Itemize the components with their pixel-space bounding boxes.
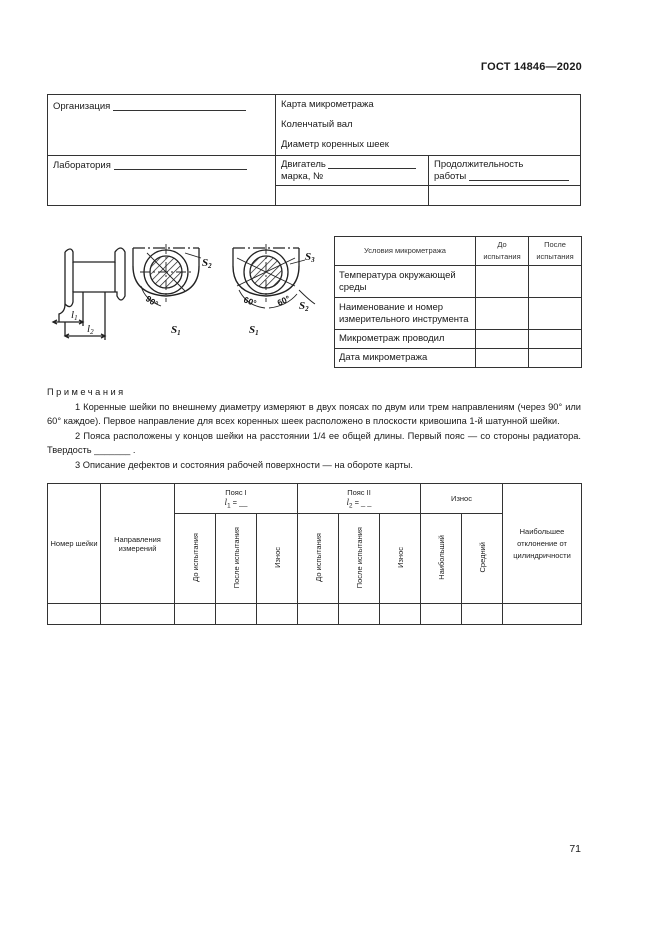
conditions-header: Условия микрометража (335, 237, 476, 266)
organization-cell (48, 95, 276, 156)
laboratory-label: Лаборатория (53, 160, 111, 171)
label-l2: l2 (87, 323, 94, 336)
note-2: 2 Пояса расположены у концов шейки на расстоянии 1/4 ее общей длины. Первый пояс — со стороны радиатора. Твердость _______ . (47, 430, 581, 455)
belt2-before: До испытания (313, 533, 323, 582)
wear-header: Износ (421, 484, 503, 514)
belt1-after: После испытания (231, 526, 241, 589)
belt2-wear: Износ (395, 547, 405, 568)
directions-header: Направления измерений (101, 484, 175, 604)
belt-2-header: Пояс II $l_2$ = _ _ (298, 484, 421, 514)
notes-section (47, 385, 581, 472)
condition-operator: Микрометраж проводил (335, 330, 476, 349)
conditions-table (334, 236, 582, 368)
engine-value-cell (276, 186, 429, 206)
label-s1-right: S1 (249, 324, 259, 337)
card-header-table (47, 94, 581, 206)
wear-max: Наибольший (436, 535, 446, 580)
belt1-wear: Износ (272, 547, 282, 568)
note-1: 1 Коренные шейки по внешнему диаметру измеряют в двух поясах по двум или трем направлениям (через 90° или 60° каждое). Первое направление для всех коренных шеек расположено в плоскости кривошипа 1-й шатунной шейки. (47, 401, 581, 426)
wear-avg: Средний (477, 542, 487, 573)
angle-60-left-label: 60° (242, 294, 258, 309)
organization-label: Организация (53, 101, 111, 112)
belt-1-header: Пояс I $l_1$ = __ (175, 484, 298, 514)
card-title: Карта микрометража (281, 99, 374, 110)
before-header: До испытания (476, 237, 529, 266)
table-row (48, 604, 582, 625)
results-table (47, 483, 582, 625)
engine-label: Двигатель (281, 159, 326, 170)
engine-model-label: марка, № (281, 171, 324, 182)
condition-instrument: Наименование и номер измерительного инструмента (335, 298, 476, 330)
engine-cell (276, 156, 429, 186)
condition-date: Дата микрометража (335, 349, 476, 368)
belt1-before: До испытания (190, 533, 200, 582)
label-s3: S3 (305, 251, 315, 264)
label-s1-middle: S1 (171, 324, 181, 337)
crankshaft-journal-figure (47, 236, 337, 354)
standard-number: ГОСТ 14846—2020 (480, 61, 582, 73)
label-s2-right: S2 (299, 300, 309, 313)
condition-temperature: Температура окружающей среды (335, 266, 476, 298)
page-number: 71 (569, 843, 581, 855)
notes-title: Примечания (47, 387, 126, 397)
card-title-cell (276, 95, 581, 156)
angle-60-right-label: 60° (275, 293, 292, 308)
after-header: После испытания (529, 237, 582, 266)
deviation-header: Наибольшее отклонение от цилиндричности (503, 484, 582, 604)
duration-cell (429, 156, 581, 186)
duration-label: Продолжительность (434, 159, 524, 170)
card-measure: Диаметр коренных шеек (281, 139, 389, 150)
belt2-after: После испытания (354, 526, 364, 589)
duration-label-2: работы (434, 171, 467, 182)
duration-value-cell (429, 186, 581, 206)
label-s2-middle: S2 (202, 257, 212, 270)
angle-90-label: 90° (143, 293, 161, 310)
label-l1: l1 (71, 309, 78, 322)
journal-number-header: Номер шейки (48, 484, 101, 604)
note-3: 3 Описание дефектов и состояния рабочей поверхности — на обороте карты. (75, 459, 413, 470)
card-subject: Коленчатый вал (281, 119, 353, 130)
laboratory-cell (48, 156, 276, 206)
